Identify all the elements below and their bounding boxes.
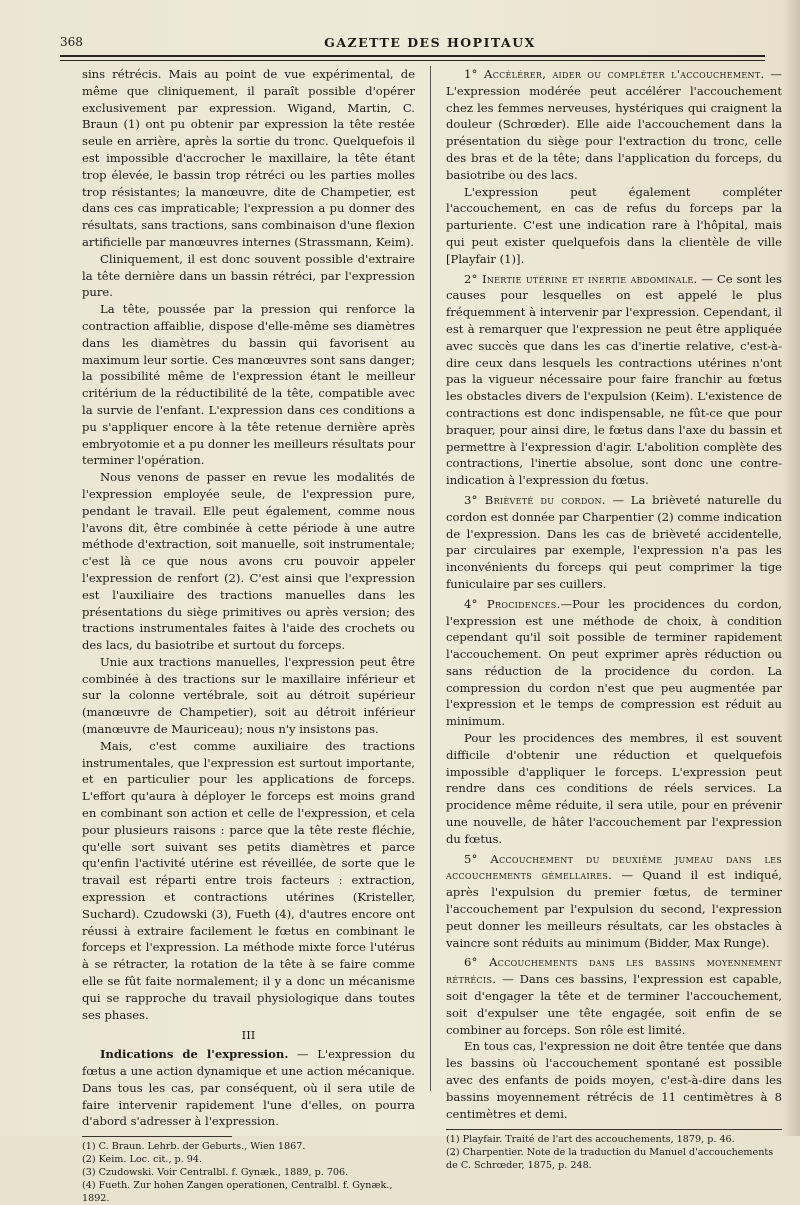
column-divider [430,66,431,1091]
indication-text: — La brièveté naturelle du cordon est donnée par Charpentier (2) comme indication de l'expression. Dans les cas de brièveté accidentelle, par circulaires par exemple, l'expression n'a pas les inconvénients du forceps qui peut comprimer la tige funiculaire par ses cuillers. [446,492,783,591]
indication-title: 4° Procidences. [464,596,561,611]
indication-text: — L'expression modérée peut accélérer l'accouchement chez les femmes nerveuses, hystériques qui craignent la douleur (Schrœder). Elle aide l'accouchement dans la présentation du siège pour l'extraction du tronc, celle des bras et de la tête; dans l'application du forceps, du basiotribe ou des lacs. [446,67,783,182]
paragraph: Mais, c'est comme auxiliaire des tractions instrumentales, que l'expression est surtout importante, et en particulier pour les applications de forceps. L'effort qu'aura à déployer le forceps est moins grand en combinant son action et celle de l'expression, et cela pour plusieurs raisons : parce que la tête reste fléchie, qu'elle sort suivant ses petits diamètres et parce qu'enfin l'activité utérine est réveillée, de sorte que le travail est réparti entre trois facteurs : extraction, expression et contractions utérines (Kristeller, Suchard). Czudowski (3), Fueth (4), d'autres encore ont réussi à extraire facilement le fœtus en combinant le forceps et l'expression. La méthode mixte force l'utérus à se rétracter, la rotation de la tête à se faire comme elle se fût faite normalement; il y a donc un mécanisme qui se rapproche du travail physiologique dans toutes ses phases. [82,738,415,1022]
paragraph-indications [82,1046,415,1130]
indication-text: — Quand il est indiqué, après l'expulsion du premier fœtus, de terminer l'accouchement par l'expulsion du second, l'expression peut donner les meilleurs résultats, car les obstacles à vaincre sont réduits au minimum (Bidder, Max Runge). [446,868,782,950]
indication-text: —Pour les procidences du cordon, l'expression est une méthode de choix, à condition cependant qu'il soit possible de terminer rapidement l'accouchement. On peut exprimer après réduction ou sans réduction de la procidence du cordon. La compression du cordon n'est que peu augmentée par l'expression et le temps de compression est réduit au minimum. [446,596,782,729]
footnote-rule [446,1129,782,1130]
paragraph: sins rétrécis. Mais au point de vue expérimental, de même que cliniquement, il paraît possible d'opérer exclusivement par expression. Wigand, Martin, C. Braun (1) ont pu obtenir par expression la tête restée seule en arrière, après la sortie du tronc. Quelquefois il est impossible d'accrocher le maxillaire, la tête étant trop élevée, le bassin trop rétréci ou les parties molles trop résistantes; la manœuvre, dite de Champetier, est dans ces cas impraticable; l'expression a pu donner des résultats, sans tractions, sans combinaison d'une flexion artificielle par manœuvres internes (Strassmann, Keim). [82,67,415,249]
paragraph: La tête, poussée par la pression qui renforce la contraction affaiblie, dispose d'elle-même ses diamètres dans les diamètres du bassin qui favorisent au maximum leur sortie. Ces manœuvres sont sans danger; la possibilité même de l'expression étant le meilleur critérium de la réductibilité de la tête, compatible avec la survie de l'enfant. L'expression dans ces conditions a pu s'appliquer encore à la tête retenue dernière après embryotomie et a pu donner les meilleurs résultats pour terminer l'opération. [82,302,415,468]
indication-2 [446,271,782,489]
page-header [60,32,760,52]
journal-title: GAZETTE DES HOPITAUX [324,34,536,50]
footnote: (2) Keim. Loc. cit., p. 94. [82,1154,203,1166]
footnotes-left [82,1140,415,1205]
footnote: (3) Czudowski. Voir Centralbl. f. Gynæk., 1889, p. 706. [82,1167,349,1179]
paragraph: L'expression peut également compléter l'accouchement, en cas de refus du forceps par la parturiente. C'est une indication rare à l'hôpital, mais qui peut exister quelquefois dans la clientèle de ville [Playfair (1)]. [446,184,782,266]
indication-title: 2° Inertie utérine et inertie abdominale. [464,271,698,286]
page-number: 368 [60,35,83,49]
indication-4 [446,596,782,730]
footnote: (1) C. Braun. Lehrb. der Geburts., Wien 1867. [82,1141,306,1153]
section-heading: Indications de l'expression. [100,1047,289,1062]
footnote-rule [82,1136,232,1137]
footnote: (4) Fueth. Zur hohen Zangen operationen, Centralbl. f. Gynæk., 1892. [82,1180,393,1205]
paragraph-text: — L'expression du fœtus a une action dynamique et une action mécanique. Dans tous les cas, par conséquent, où il sera utile de faire intervenir rapidement l'une d'elles, on pourra d'abord s'adresser à l'expression. [82,1047,415,1129]
indication-title: 3° Brièveté du cordon. [464,492,606,507]
indication-3 [446,492,782,593]
indication-title: 1° Accélérer, aider ou compléter l'accouchement. [464,67,765,81]
paragraph: Nous venons de passer en revue les modalités de l'expression employée seule, de l'expression pure, pendant le travail. Elle peut également, comme nous l'avons dit, être combinée à cette période à une autre méthode d'extraction, soit manuelle, soit instrumentale; c'est là ce que nous avons cru pouvoir appeler l'expression de renfort (2). C'est ainsi que l'expression est l'auxiliaire des tractions manuelles dans les présentations du siège primitives ou après version; des tractions instrumentales faites à l'aide des crochets ou des lacs, du basiotribe et surtout du forceps. [82,470,415,653]
paragraph: En tous cas, l'expression ne doit être tentée que dans les bassins où l'accouchement spontané est possible avec des enfants de poids moyen, c'est-à-dire dans les bassins moyennement rétrécis de 11 centimètres à 8 centimètres et demi. [446,1039,782,1121]
indication-title: 5° Accouchement du deuxième jumeau dans les accouchements gémellaires. [446,851,782,883]
indication-1 [446,66,782,184]
indication-text: — Ce sont les causes pour lesquelles on est appelé le plus fréquemment à intervenir par l'expression. Cependant, il est à remarquer que l'expression ne peut être appliquée avec succès que dans les cas d'inertie relative, c'est-à-dire ceux dans lesquels les contractions utérines n'ont pas la vigueur nécessaire pour faire franchir au fœtus les obstacles divers de l'expulsion (Keim). L'existence de contractions est donc indispensable, ne fût-ce que pour braquer, pour ainsi dire, le fœtus dans l'axe du bassin et permettre à l'expression d'agir. L'abolition complète des contractions, l'inertie absolue, sont donc une contre-indication à l'expression du fœtus. [446,271,782,488]
right-column [446,66,782,1172]
indication-title: 6° Accouchements dans les bassins moyennement rétrécis. [446,955,782,987]
header-rule-thin [60,60,765,61]
header-rule [60,55,765,57]
indication-6 [446,954,782,1038]
footnote: (1) Playfair. Traité de l'art des accouchements, 1879, p. 46. [446,1134,735,1146]
footnotes-right [446,1133,782,1172]
page-edge-shadow [782,0,800,1136]
left-column [82,66,415,1205]
section-number: III [241,1028,256,1043]
paragraph: Unie aux tractions manuelles, l'expression peut être combinée à des tractions sur le maxillaire inférieur et sur la colonne vertébrale, soit au détroit supérieur (manœuvre de Champetier), soit au détroit inférieur (manœuvre de Mauriceau); nous n'y insistons pas. [82,654,415,737]
indication-5 [446,851,782,952]
paragraph: Pour les procidences des membres, il est souvent difficile d'obtenir une réduction et quelquefois impossible d'appliquer le forceps. L'expression peut rendre dans ces conditions de réels services. La procidence même réduite, il sera utile, pour en prévenir une nouvelle, de hâter l'accouchement par l'expression du fœtus. [446,731,782,846]
paragraph: Cliniquement, il est donc souvent possible d'extraire la tête dernière dans un bassin rétréci, par l'expression pure. [82,251,415,300]
indication-text: — Dans ces bassins, l'expression est capable, soit d'engager la tête et de terminer l'accouchement, soit d'expulser une tête engagée, soit enfin de se combiner au forceps. Son rôle est limité. [446,972,782,1037]
footnote: (2) Charpentier. Note de la traduction du Manuel d'accouchements de C. Schrœder, 1875, p. 248. [446,1147,774,1172]
